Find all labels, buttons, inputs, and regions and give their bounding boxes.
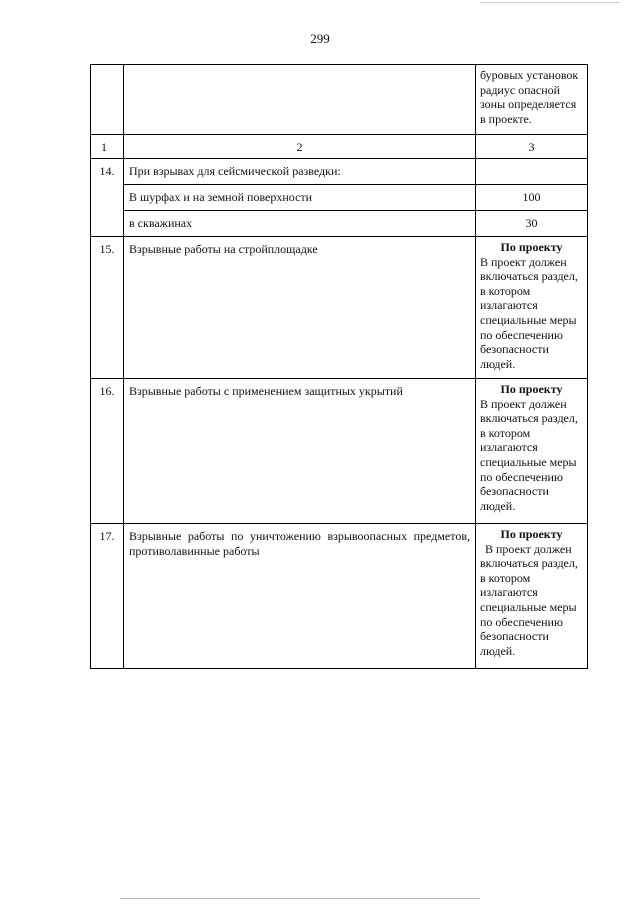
row-17-value-line: людей. <box>480 643 516 658</box>
row-15-value <box>476 237 588 379</box>
continuation-value-cell <box>476 65 588 135</box>
continuation-line: буровых установок <box>480 68 579 82</box>
row-14-sub-2-label: в скважинах <box>124 211 476 237</box>
row-16-value-line: в котором <box>480 425 531 440</box>
row-17-value-line: специальные меры <box>480 599 577 614</box>
row-15-value-line: по обеспечению <box>480 327 563 342</box>
row-17-value-line: включаться раздел, <box>480 556 578 571</box>
row-15-value-line: безопасности <box>480 342 549 357</box>
row-14-sub-2-value: 30 <box>476 211 588 237</box>
column-number-row <box>91 135 588 159</box>
row-17-value-line: излагаются <box>480 585 538 600</box>
row-15-description: Взрывные работы на стройплощадке <box>124 237 476 379</box>
norms-table <box>90 64 588 669</box>
row-16-value-line: специальные меры <box>480 454 577 469</box>
row-16-value-line: безопасности <box>480 484 549 499</box>
row-16-value-line: по обеспечению <box>480 469 563 484</box>
continuation-row <box>91 65 588 135</box>
row-14-sub-1 <box>91 185 588 211</box>
continuation-line: зоны определяется <box>480 97 577 112</box>
row-16-value-heading: По проекту <box>500 382 563 396</box>
row-14-sub-1-label: В шурфах и на земной поверхности <box>124 185 476 211</box>
scan-artifact-bottom <box>120 898 480 899</box>
row-16 <box>91 379 588 524</box>
row-17-number: 17. <box>91 524 124 669</box>
column-number-1: 1 <box>91 135 124 159</box>
row-16-value-line: включаться раздел, <box>480 411 578 426</box>
row-14-title <box>91 159 588 185</box>
row-17-value-line: по обеспечению <box>480 614 563 629</box>
row-14-sub-1-value: 100 <box>476 185 588 211</box>
continuation-desc-cell <box>124 65 476 135</box>
row-16-value-line: В проект должен <box>480 396 567 411</box>
row-15-value-line: излагаются <box>480 298 538 313</box>
row-17-value <box>476 524 588 669</box>
row-14-title-text: При взрывах для сейсмической разведки: <box>124 159 476 185</box>
row-16-value-line: излагаются <box>480 440 538 455</box>
row-16-description: Взрывные работы с применением защитных укрытий <box>124 379 476 524</box>
row-17-description: Взрывные работы по уничтожению взрывоопасных предметов, противолавинные работы <box>124 524 476 669</box>
row-15-value-line: В проект должен <box>480 254 567 269</box>
row-14-number: 14. <box>91 159 124 237</box>
row-15-value-line: включаться раздел, <box>480 269 578 284</box>
row-17-value-line: безопасности <box>480 629 549 644</box>
row-14-sub-2 <box>91 211 588 237</box>
row-16-value-line: людей. <box>480 498 516 513</box>
row-15-value-heading: По проекту <box>500 240 563 254</box>
row-15-number: 15. <box>91 237 124 379</box>
row-16-value <box>476 379 588 524</box>
row-14-title-value <box>476 159 588 185</box>
column-number-2: 2 <box>124 135 476 159</box>
row-15-value-line: специальные меры <box>480 312 577 327</box>
page-number: 299 <box>310 31 330 46</box>
row-17 <box>91 524 588 669</box>
row-17-value-line: В проект должен <box>485 541 572 556</box>
row-15-value-line: в котором <box>480 283 531 298</box>
continuation-line: радиус опасной <box>480 82 561 97</box>
row-16-number: 16. <box>91 379 124 524</box>
row-17-value-line: в котором <box>480 570 531 585</box>
continuation-line: в проекте. <box>480 111 532 126</box>
row-17-value-heading: По проекту <box>500 527 563 541</box>
column-number-3: 3 <box>476 135 588 159</box>
row-15-value-line: людей. <box>480 356 516 371</box>
continuation-num-cell <box>91 65 124 135</box>
row-15 <box>91 237 588 379</box>
scan-artifact-top <box>480 2 620 3</box>
